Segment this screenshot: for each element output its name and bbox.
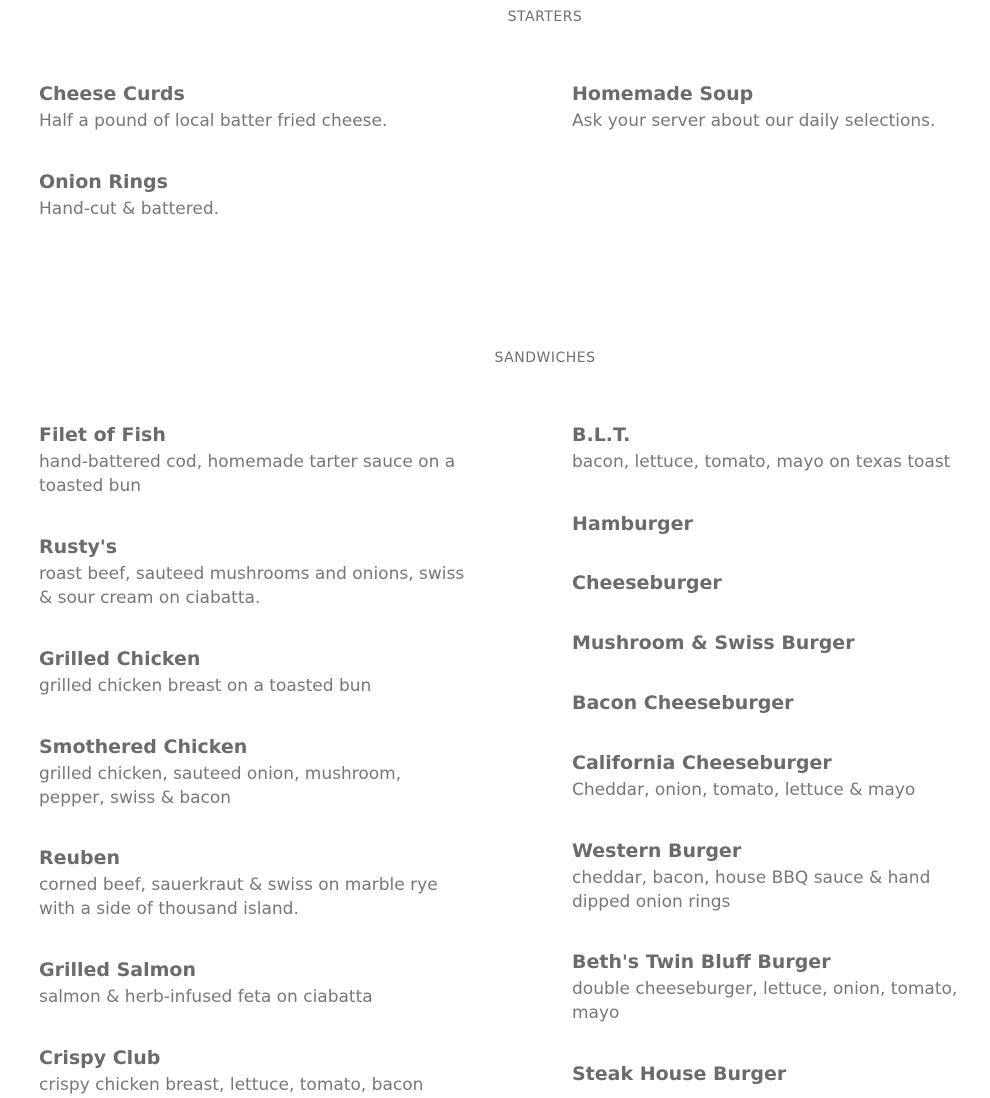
menu-item-description: grilled chicken, sauteed onion, mushroom, pepper, swiss & bacon xyxy=(39,764,402,808)
menu-item xyxy=(39,82,499,134)
menu-item-name: Onion Rings xyxy=(39,171,168,193)
menu-item-name: Hamburger xyxy=(572,513,693,535)
menu-item xyxy=(39,423,469,498)
menu-item-name: Cheeseburger xyxy=(572,572,722,594)
menu-item-name: Western Burger xyxy=(572,840,742,862)
menu-item xyxy=(39,1046,469,1098)
menu-item-description: cheddar, bacon, house BBQ sauce & hand dipped onion rings xyxy=(572,868,931,912)
menu-item xyxy=(39,846,469,921)
menu-item-description: roast beef, sauteed mushrooms and onions, swiss & sour cream on ciabatta. xyxy=(39,564,465,608)
menu-item-description: corned beef, sauerkraut & swiss on marble rye with a side of thousand island. xyxy=(39,875,438,919)
menu-item-description: grilled chicken breast on a toasted bun xyxy=(39,676,372,696)
menu-item xyxy=(572,631,972,655)
menu-item-name: Grilled Chicken xyxy=(39,648,201,670)
menu-item-name: B.L.T. xyxy=(572,424,631,446)
menu-item-description: Cheddar, onion, tomato, lettuce & mayo xyxy=(572,780,916,800)
menu-item-name: Steak House Burger xyxy=(572,1063,787,1085)
menu-item-description: double cheeseburger, lettuce, onion, tomato, mayo xyxy=(572,979,958,1023)
menu-item-name: Crispy Club xyxy=(39,1047,161,1069)
menu-item-name: Filet of Fish xyxy=(39,424,166,446)
menu-item xyxy=(572,571,972,595)
menu-item-name: Cheese Curds xyxy=(39,83,185,105)
menu-item-description: Ask your server about our daily selections. xyxy=(572,111,936,131)
menu-item-name: Homemade Soup xyxy=(572,83,754,105)
menu-item-name: Bacon Cheeseburger xyxy=(572,692,794,714)
menu-item xyxy=(572,82,972,134)
menu-item xyxy=(572,1062,972,1086)
section-title-sandwiches: SANDWICHES xyxy=(494,350,596,366)
menu-item xyxy=(39,647,469,699)
menu-item xyxy=(572,512,972,536)
menu-item xyxy=(39,735,469,810)
menu-item-name: Mushroom & Swiss Burger xyxy=(572,632,855,654)
menu-item xyxy=(39,170,499,222)
menu-item xyxy=(572,751,972,803)
menu-item xyxy=(39,958,469,1010)
menu-item-description: bacon, lettuce, tomato, mayo on texas toast xyxy=(572,452,951,472)
menu-item-name: Grilled Salmon xyxy=(39,959,197,981)
menu-item xyxy=(572,423,972,475)
menu-item-description: crispy chicken breast, lettuce, tomato, bacon xyxy=(39,1075,424,1095)
menu-item-description: Half a pound of local batter fried cheese. xyxy=(39,111,388,131)
menu-item-name: Beth's Twin Bluff Burger xyxy=(572,951,831,973)
menu-item-name: Reuben xyxy=(39,847,121,869)
section-title-starters: STARTERS xyxy=(507,9,583,25)
menu-item xyxy=(572,839,972,914)
menu-item-name: Smothered Chicken xyxy=(39,736,248,758)
menu-item-name: California Cheeseburger xyxy=(572,752,832,774)
menu-item xyxy=(39,535,469,610)
menu-item-name: Rusty's xyxy=(39,536,118,558)
menu-item xyxy=(572,691,972,715)
menu-item-description: hand-battered cod, homemade tarter sauce on a toasted bun xyxy=(39,452,456,496)
menu-item-description: Hand-cut & battered. xyxy=(39,199,220,219)
menu-item xyxy=(572,950,972,1025)
menu-item-description: salmon & herb-infused feta on ciabatta xyxy=(39,987,373,1007)
